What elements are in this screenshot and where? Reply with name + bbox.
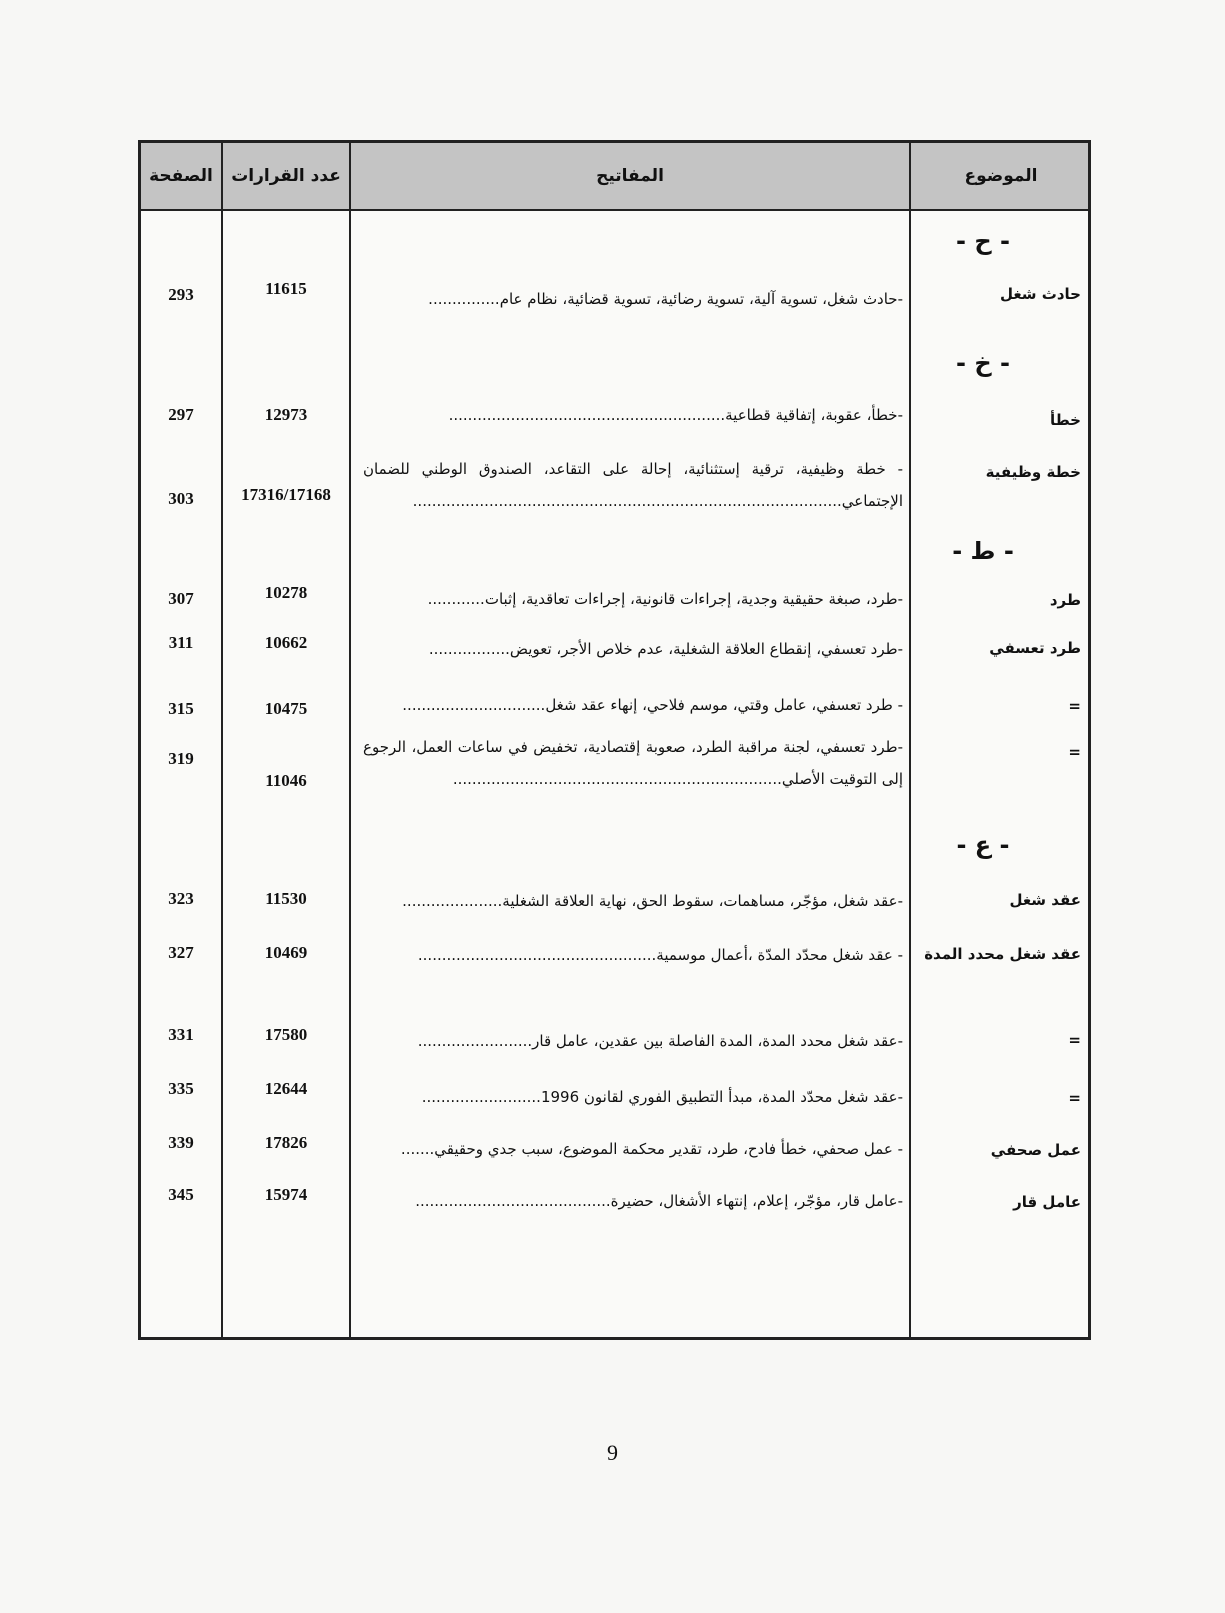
- decision-number: 11046: [265, 771, 307, 790]
- decision-number: 12973: [264, 405, 308, 424]
- page-ref: 339: [168, 1133, 194, 1152]
- subject: عامل قار: [1013, 1193, 1081, 1211]
- page-number: 9: [607, 1440, 618, 1465]
- column-divider: [909, 143, 911, 1337]
- subject: =: [1068, 1089, 1081, 1107]
- subject: طرد: [1049, 591, 1081, 609]
- decision-number: 10469: [264, 943, 308, 962]
- decision-number: 12644: [264, 1079, 308, 1098]
- keywords: -طرد تعسفي، لجنة مراقبة الطرد، صعوبة إقتصادية، تخفيض في ساعات العمل، الرجوع إلى التوقيت الأصلي.....................................................................: [363, 738, 903, 788]
- keywords: -خطأ، عقوبة، إتفاقية قطاعية..........................................................: [448, 406, 903, 424]
- keywords: - عقد شغل محدّد المدّة ،أعمال موسمية..................................................: [417, 946, 903, 964]
- header-keywords: المفاتيح: [596, 166, 664, 186]
- decision-number: 11615: [265, 279, 307, 298]
- subject: عمل صحفي: [990, 1141, 1081, 1159]
- keywords: -عقد شغل محدد المدة، المدة الفاصلة بين عقدين، عامل قار........................: [417, 1032, 903, 1050]
- decision-number: 17580: [264, 1025, 308, 1044]
- keywords: -عقد شغل، مؤجّر، مساهمات، سقوط الحق، نهاية العلاقة الشغلية.....................: [402, 892, 903, 910]
- keywords: - طرد تعسفي، عامل وقتي، موسم فلاحي، إنهاء عقد شغل..............................: [402, 696, 903, 714]
- header-decision-number: عدد القرارات: [231, 166, 341, 186]
- subject: طرد تعسفي: [989, 639, 1081, 657]
- section-letter: - ط -: [952, 537, 1014, 565]
- keywords: - خطة وظيفية، ترقية إستثنائية، إحالة على التقاعد، الصندوق الوطني للضمان الإجتماعي..........................................................................................: [363, 460, 903, 510]
- section-letter: - خ -: [956, 349, 1010, 377]
- header-subject: الموضوع: [964, 166, 1038, 186]
- subject: حادث شغل: [999, 285, 1081, 303]
- keywords: -عقد شغل محدّد المدة، مبدأ التطبيق الفوري لقانون 1996.........................: [421, 1088, 903, 1106]
- subject: خطأ: [1049, 411, 1081, 429]
- page-ref: 303: [168, 489, 194, 508]
- decision-number: 10278: [264, 583, 308, 602]
- decision-number: 11530: [265, 889, 307, 908]
- keywords: -حادث شغل، تسوية آلية، تسوية رضائية، تسوية قضائية، نظام عام...............: [428, 290, 903, 308]
- page-ref: 307: [168, 589, 194, 608]
- column-divider: [349, 143, 351, 1337]
- page-ref: 315: [168, 699, 194, 718]
- decision-number: 10475: [264, 699, 308, 718]
- page-ref: 311: [168, 633, 194, 652]
- section-letter: - ح -: [956, 227, 1010, 255]
- decision-number: 10662: [264, 633, 308, 652]
- subject: عقد شغل: [1009, 891, 1081, 909]
- decision-number: 15974: [264, 1185, 308, 1204]
- keywords: -طرد تعسفي، إنقطاع العلاقة الشغلية، عدم خلاص الأجر، تعويض.................: [428, 640, 903, 658]
- page-ref: 323: [168, 889, 194, 908]
- page-ref: 335: [168, 1079, 194, 1098]
- subject: خطة وظيفية: [985, 463, 1081, 481]
- subject: =: [1068, 1031, 1081, 1049]
- page-ref: 293: [168, 285, 194, 304]
- subject: =: [1068, 697, 1081, 715]
- page-ref: 331: [168, 1025, 194, 1044]
- page-ref: 297: [168, 405, 194, 424]
- page-ref: 327: [168, 943, 194, 962]
- subject: =: [1068, 743, 1081, 761]
- page-ref: 345: [168, 1185, 194, 1204]
- header-page: الصفحة: [149, 166, 213, 186]
- section-letter: - ع -: [956, 831, 1010, 859]
- keywords: - عمل صحفي، خطأ فادح، طرد، تقدير محكمة الموضوع، سبب جدي وحقيقي.......: [400, 1140, 903, 1158]
- page-ref: 319: [168, 749, 194, 768]
- decision-number: 17826: [264, 1133, 308, 1152]
- index-table: [138, 140, 1091, 1340]
- keywords: -عامل قار، مؤجّر، إعلام، إنتهاء الأشغال، حضيرة.........................................: [415, 1192, 903, 1210]
- decision-number: 17316/17168: [241, 485, 331, 504]
- keywords: -طرد، صبغة حقيقية وجدية، إجراءات قانونية، إجراءات تعاقدية، إثبات............: [427, 590, 903, 608]
- subject: عقد شغل محدد المدة: [924, 945, 1081, 963]
